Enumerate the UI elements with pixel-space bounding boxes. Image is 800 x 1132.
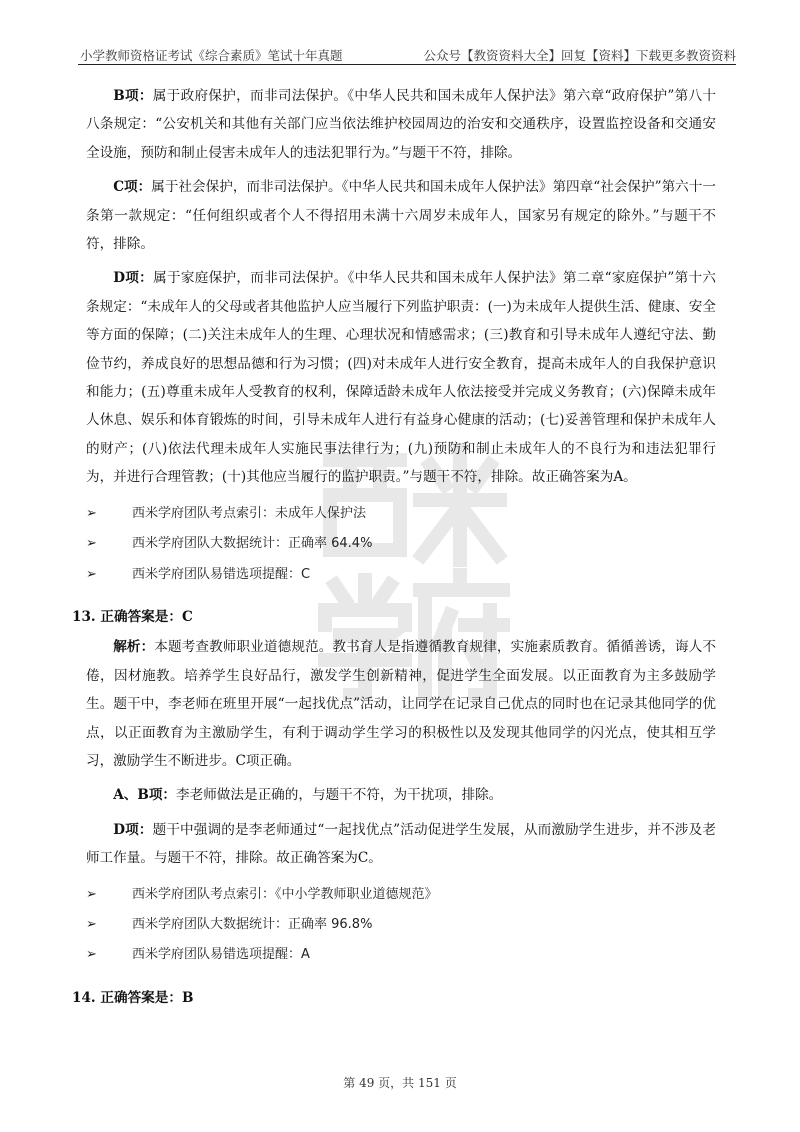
q12-bullet-mistake	[86, 561, 716, 589]
q12-option-c-text: 属于社会保护，而非司法保护。《中华人民共和国未成年人保护法》第四章“社会保护”第六十一条第一款规定：“任何组织或者个人不得招用未满十六周岁未成年人，国家另有规定的除外。”与题干不符，排除。	[86, 179, 716, 253]
q12-option-c-label: C项：	[113, 179, 152, 196]
q12-option-b	[86, 82, 716, 167]
q13-option-ab-label: A、B项：	[113, 787, 177, 804]
q14-answer: 14. 正确答案是：B	[72, 989, 194, 1006]
q12-bullet-stats	[86, 530, 716, 558]
q12-bullet-index	[86, 500, 716, 528]
q13-option-d-label: D项：	[113, 821, 153, 838]
q13-analysis-text: 本题考查教师职业道德规范。教书育人是指遵循教育规律，实施素质教育。循循善诱，诲人不倦，因材施教。培养学生良好品行，激发学生创新精神，促进学生全面发展。以正面教育为主多鼓励学生。题干中，李老师在班里开展“一起找优点”活动，让同学在记录自己优点的同时也在记录其他同学的优点，以正面教育为主激励学生，有利于调动学生学习的积极性以及发现其他同学的闪光点，使其相互学习，激励学生不断进步。C项正确。	[86, 639, 716, 769]
arrow-bullet-icon: ➢	[86, 536, 97, 552]
q13-bullet-stats	[86, 911, 716, 939]
page-header	[78, 38, 736, 65]
document-body	[72, 82, 716, 1014]
q13-analysis	[86, 633, 716, 775]
q12-bullet-mistake-text: 西米学府团队易错选项提醒：C	[132, 566, 311, 582]
q13-option-d-text: 题干中强调的是李老师通过“一起找优点”活动促进学生发展，从而激励学生进步，并不涉及老师工作量。与题干不符，排除。故正确答案为C。	[86, 821, 716, 867]
q12-bullet-index-text: 西米学府团队考点索引：未成年人保护法	[132, 505, 367, 521]
q12-option-d-label: D项：	[113, 270, 154, 287]
q13-bullet-mistake-text: 西米学府团队易错选项提醒：A	[132, 947, 310, 963]
q13-bullet-stats-text: 西米学府团队大数据统计：正确率 96.8%	[132, 916, 373, 932]
q12-option-c	[86, 173, 716, 258]
q13-answer: 13. 正确答案是：C	[72, 608, 193, 625]
q13-bullet-index	[86, 881, 716, 909]
arrow-bullet-icon: ➢	[86, 916, 97, 932]
header-promo: 公众号【教资资料大全】回复【资料】下载更多教资资料	[423, 48, 736, 63]
q13-analysis-label: 解析：	[113, 639, 155, 656]
q13-bullet-index-text: 西米学府团队考点索引：《中小学教师职业道德规范》	[132, 886, 438, 902]
header-title: 小学教师资格证考试《综合素质》笔试十年真题	[80, 48, 343, 63]
arrow-bullet-icon: ➢	[86, 505, 97, 521]
q13-option-ab	[86, 781, 716, 809]
page-footer: 第 49 页，共 151 页	[343, 1076, 457, 1090]
q12-option-d-text: 属于家庭保护，而非司法保护。《中华人民共和国未成年人保护法》第二章“家庭保护”第十六条规定：“未成年人的父母或者其他监护人应当履行下列监护职责：(一)为未成年人提供生活、健康、安全等方面的保障；(二)关注未成年人的生理、心理状况和情感需求；(三)教育和引导未成年人遵纪守法、勤俭节约，养成良好的思想品德和行为习惯；(四)对未成年人进行安全教育，提高未成年人的自我保护意识和能力；(五)尊重未成年人受教育的权利，保障适龄未成年人依法接受并完成义务教育；(六)保障未成年人休息、娱乐和体育锻炼的时间，引导未成年人进行有益身心健康的活动；(七)妥善管理和保护未成年人的财产；(八)依法代理未成年人实施民事法律行为；(九)预防和制止未成年人的不良行为和违法犯罪行为，并进行合理管教；(十)其他应当履行的监护职责。”与题干不符，排除。故正确答案为A。	[86, 270, 716, 486]
q13-option-ab-text: 李老师做法是正确的，与题干不符，为干扰项，排除。	[176, 787, 503, 804]
arrow-bullet-icon: ➢	[86, 947, 97, 963]
q12-option-d	[86, 264, 716, 491]
q12-option-b-label: B项：	[113, 88, 153, 104]
arrow-bullet-icon: ➢	[86, 886, 97, 902]
arrow-bullet-icon: ➢	[86, 566, 97, 582]
q12-bullet-stats-text: 西米学府团队大数据统计：正确率 64.4%	[132, 536, 373, 552]
q12-option-b-text: 属于政府保护，而非司法保护。《中华人民共和国未成年人保护法》第六章“政府保护”第八十八条规定：“公安机关和其他有关部门应当依法维护校园周边的治安和交通秩序，设置监控设备和交通安全设施，预防和制止侵害未成年人的违法犯罪行为。”与题干不符，排除。	[86, 88, 716, 161]
q13-option-d	[86, 816, 716, 873]
q13-bullet-mistake	[86, 941, 716, 969]
